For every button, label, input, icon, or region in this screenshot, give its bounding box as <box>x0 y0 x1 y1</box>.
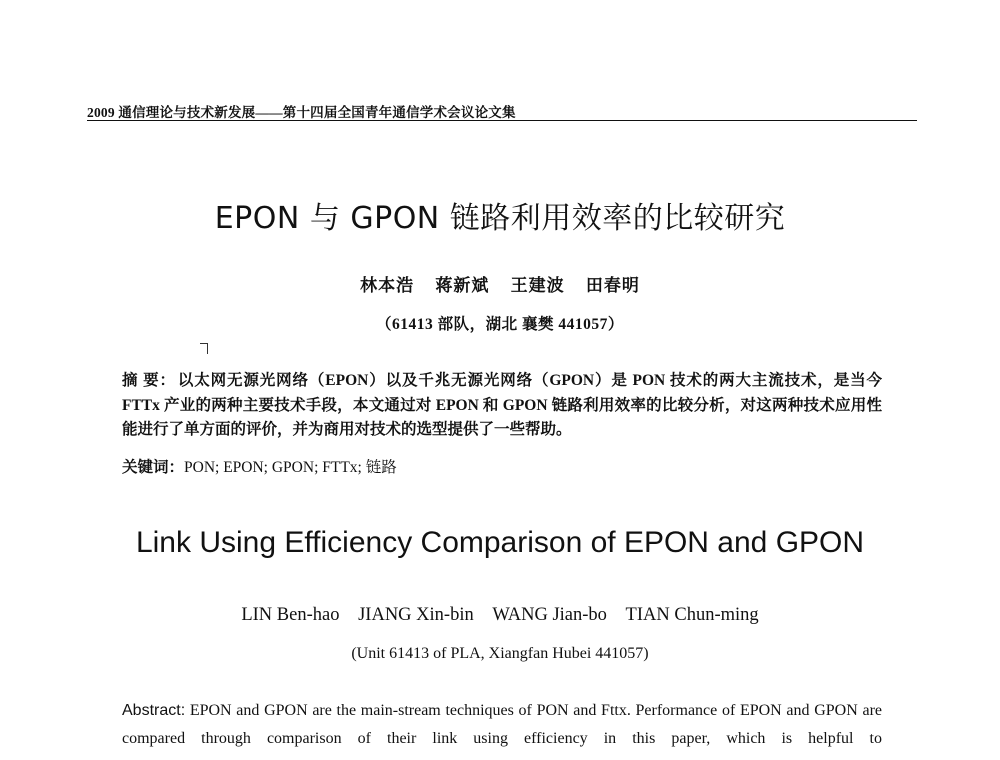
english-authors <box>0 605 1000 626</box>
chinese-abstract-label: 摘 要： <box>122 372 176 389</box>
chinese-author: 田春明 <box>585 276 640 295</box>
english-title: Link Using Efficiency Comparison of EPON and GPON <box>135 526 865 559</box>
english-abstract-label: Abstract: <box>122 702 186 719</box>
chinese-keywords-text: PON; EPON; GPON; FTTx; 链路 <box>184 459 397 476</box>
chinese-title: EPON 与 GPON 链路利用效率的比较研究 <box>214 201 786 236</box>
english-affiliation: (Unit 61413 of PLA, Xiangfan Hubei 441057) <box>351 645 649 662</box>
chinese-author: 林本浩 <box>360 276 415 295</box>
chinese-abstract <box>122 369 882 443</box>
chinese-abstract-text: 以太网无源光网络（EPON）以及千兆无源光网络（GPON）是 PON 技术的两大主流技术，是当今 FTTx 产业的两种主要技术手段，本文通过对 EPON 和 GPON 链路利用效率的比较分析，对这两种技术应用性能进行了单方面的评价，并为商用对技术的选型提供了一些帮助。 <box>122 372 882 438</box>
chinese-author: 蒋新斌 <box>435 276 490 295</box>
chinese-authors <box>0 271 1000 296</box>
chinese-affiliation: （61413 部队，湖北 襄樊 441057） <box>376 316 624 333</box>
running-header: 2009 通信理论与技术新发展——第十四届全国青年通信学术会议论文集 <box>87 105 516 120</box>
english-abstract-text: EPON and GPON are the main-stream techniques of PON and Fttx. Performance of EPON and GPON are compared through comparison of their link using efficiency in this paper, which is helpful to <box>122 702 882 747</box>
header-rule <box>87 120 917 121</box>
scan-artifact-mark <box>200 343 208 354</box>
chinese-keywords-label: 关键词： <box>122 459 185 476</box>
english-author: LIN Ben-hao <box>241 605 340 625</box>
english-author: JIANG Xin-bin <box>358 605 474 625</box>
english-abstract <box>122 697 882 753</box>
chinese-keywords <box>122 456 882 480</box>
chinese-author: 王建波 <box>510 276 565 295</box>
english-author: WANG Jian-bo <box>492 605 607 625</box>
english-author: TIAN Chun-ming <box>625 605 759 625</box>
